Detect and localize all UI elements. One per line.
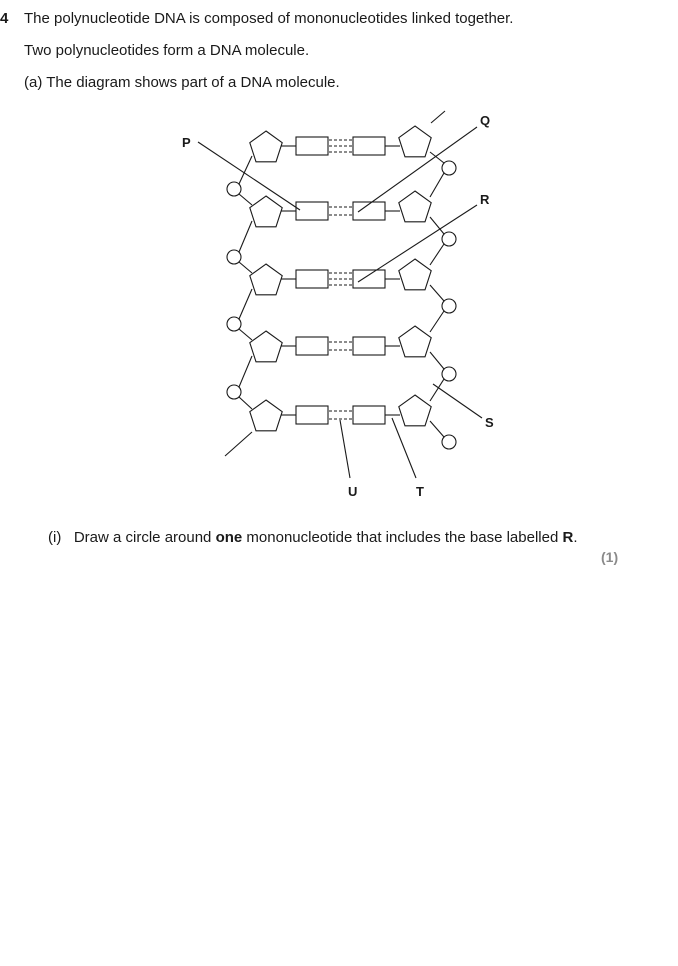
label-u: U	[348, 484, 358, 499]
phosphodiester-bond-left	[239, 221, 252, 252]
sugar-left	[250, 264, 282, 295]
subquestion-i-text-middle: mononucleotide that includes the base labelled	[242, 529, 563, 546]
phosphodiester-bond-left	[239, 262, 252, 273]
base-right	[353, 337, 385, 355]
subquestion-i-text-before: Draw a circle around	[73, 529, 216, 546]
marks-indicator: (1)	[601, 549, 619, 565]
pointer-line-t	[392, 418, 416, 478]
phosphate-right	[442, 367, 456, 381]
subquestion-i-number: (i)	[48, 529, 62, 546]
subquestion-i-bold-word: one	[215, 529, 243, 546]
base-left	[296, 202, 328, 220]
base-right	[353, 270, 385, 288]
strand-end-right	[431, 111, 445, 123]
subquestion-i-bold-label: R	[562, 529, 574, 546]
sugar-left	[250, 131, 282, 162]
sugar-right	[399, 126, 431, 157]
phosphodiester-bond-left	[239, 397, 252, 409]
sugar-left	[250, 196, 282, 227]
subquestion-i	[48, 529, 578, 546]
sugar-left	[250, 331, 282, 362]
base-left	[296, 137, 328, 155]
nucleotide-pair-row	[250, 191, 431, 227]
base-left	[296, 406, 328, 424]
phosphodiester-bond-right	[430, 352, 444, 369]
phosphodiester-bond-left	[239, 194, 252, 205]
sugar-right	[399, 191, 431, 222]
phosphate-left	[227, 385, 241, 399]
base-right	[353, 406, 385, 424]
label-t: T	[416, 484, 424, 499]
phosphodiester-bond-left	[239, 356, 252, 387]
phosphodiester-bond-right	[430, 421, 444, 437]
phosphodiester-bond-right	[430, 173, 444, 197]
nucleotide-pair-row	[250, 126, 431, 162]
nucleotide-rows	[250, 126, 431, 431]
sugar-right	[399, 326, 431, 357]
sugar-right	[399, 259, 431, 290]
pointer-line-p	[198, 142, 300, 210]
phosphate-left	[227, 250, 241, 264]
phosphate-left	[227, 182, 241, 196]
phosphodiester-bond-left	[239, 329, 252, 340]
sugar-left	[250, 400, 282, 431]
base-left	[296, 337, 328, 355]
nucleotide-pair-row	[250, 326, 431, 362]
question-number: 4	[0, 10, 9, 27]
pointer-line-u	[340, 420, 350, 478]
phosphodiester-bond-right	[430, 311, 444, 332]
label-p: P	[182, 135, 191, 150]
label-r: R	[480, 192, 490, 207]
intro-line-1: The polynucleotide DNA is composed of mononucleotides linked together.	[24, 10, 514, 27]
label-s: S	[485, 415, 494, 430]
phosphate-right	[442, 232, 456, 246]
part-a-text: (a) The diagram shows part of a DNA molecule.	[24, 74, 340, 91]
pointer-line-s	[433, 384, 482, 418]
phosphodiester-bond-right	[430, 152, 444, 163]
label-q: Q	[480, 113, 491, 128]
strand-end-left	[225, 432, 252, 456]
base-right	[353, 137, 385, 155]
base-left	[296, 270, 328, 288]
sugar-right	[399, 395, 431, 426]
subquestion-i-text-after: .	[573, 529, 578, 546]
phosphodiester-bond-right	[430, 285, 444, 301]
phosphate-right	[442, 299, 456, 313]
nucleotide-pair-row	[250, 259, 431, 295]
phosphate-right	[442, 435, 456, 449]
phosphate-left	[227, 317, 241, 331]
intro-line-2: Two polynucleotides form a DNA molecule.	[24, 42, 310, 59]
phosphodiester-bond-right	[430, 244, 444, 265]
phosphodiester-bond-left	[239, 289, 252, 319]
phosphate-right	[442, 161, 456, 175]
